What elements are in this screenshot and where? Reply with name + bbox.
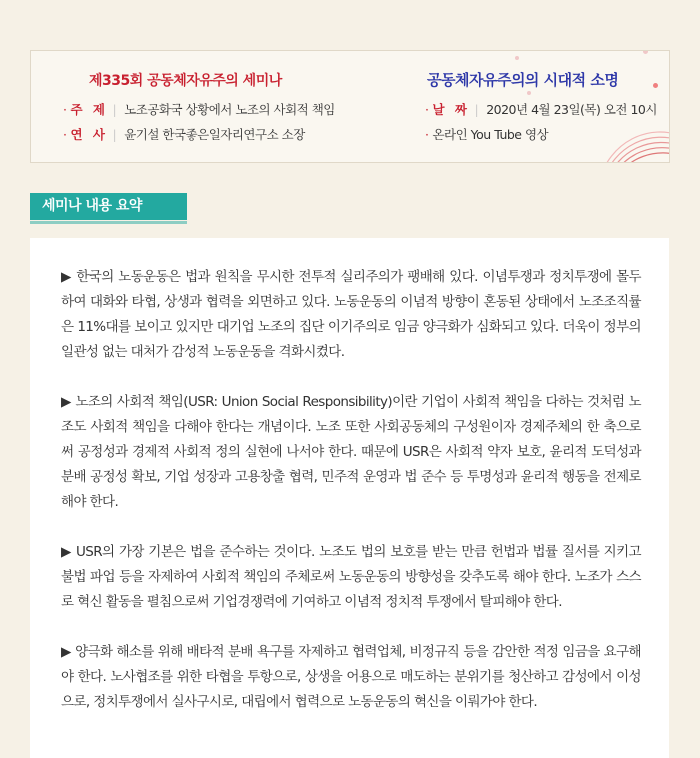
section-tab-summary: 세미나 내용 요약 — [30, 193, 187, 220]
date-value: 2020년 4월 23일(목) 오전 10시 — [486, 102, 657, 117]
summary-content — [30, 238, 669, 758]
summary-paragraph: ▶ 노조의 사회적 책임(USR: Union Social Responsibility)이란 기업이 사회적 책임을 다하는 것처럼 노조도 사회적 책임을 다해야 한다는 개념이다. 노조 또한 사회공동체의 구성원이자 경제주체의 한 축으로써 공정성과 경제적 사회적 정의 실현에 나서야 한다. 때문에 USR은 사회적 약자 보호, 윤리적 도덕성과 분배 공정성 확보, 기업 성장과 고용창출 협력, 민주적 운영과 법 준수 등 투명성과 윤리적 행동을 전제로 해야 한다. — [61, 394, 641, 510]
speaker-row — [63, 125, 305, 143]
summary-paragraph: ▶ USR의 가장 기본은 법을 준수하는 것이다. 노조도 법의 보호를 받는 만큼 헌법과 법률 질서를 지키고 불법 파업 등을 자제하여 사회적 책임의 주체로써 노동운동의 방향성을 갖추도록 해야 한다. 노조가 스스로 혁신 활동을 펼침으로써 기업경쟁력에 기여하고 이념적 정치적 투쟁에서 탈피해야 한다. — [61, 544, 641, 610]
decorative-dot — [643, 50, 648, 54]
seminar-title: 제335회 공동체자유주의 세미나 — [89, 73, 282, 89]
topic-row — [63, 100, 335, 118]
decorative-dot — [653, 83, 658, 88]
topic-value: 노조공화국 상황에서 노조의 사회적 책임 — [124, 102, 335, 117]
seminar-info-box — [30, 50, 670, 163]
bullet-dot-icon: · — [63, 102, 67, 117]
date-label: 날 짜 — [432, 102, 470, 117]
decorative-swirl-icon — [589, 112, 670, 163]
venue-row — [425, 125, 548, 143]
speaker-value: 윤기설 한국좋은일자리연구소 소장 — [124, 127, 305, 142]
bullet-dot-icon: · — [425, 127, 429, 142]
summary-paragraph: ▶ 양극화 해소를 위해 배타적 분배 욕구를 자제하고 협력업체, 비정규직 등을 감안한 적정 임금을 요구해야 한다. 노사협조를 위한 타협을 투항으로, 상생을 어용으로 매도하는 분위기를 청산하고 감성에서 이성으로, 정치투쟁에서 실사구시로, 대립에서 협력으로 노동운동의 혁신을 이뤄가야 한다. — [61, 644, 641, 710]
bullet-dot-icon: · — [63, 127, 67, 142]
summary-paragraph: ▶ 한국의 노동운동은 법과 원칙을 무시한 전투적 실리주의가 팽배해 있다. 이념투쟁과 정치투쟁에 몰두하여 대화와 타협, 상생과 협력을 외면하고 있다. 노동운동의 이념적 방향이 혼동된 상태에서 노조조직률은 11%대를 보이고 있지만 대기업 노조의 집단 이기주의로 임금 양극화가 심화되고 있다. 더욱이 정부의 일관성 없는 대처가 감성적 노동운동을 격화시켰다. — [61, 269, 641, 360]
series-title: 공동체자유주의의 시대적 소명 — [427, 71, 619, 89]
venue-value: 온라인 You Tube 영상 — [432, 127, 549, 142]
bullet-dot-icon: · — [425, 102, 429, 117]
divider: | — [474, 102, 479, 117]
topic-label: 주 제 — [70, 102, 108, 117]
decorative-dot — [527, 91, 531, 95]
divider: | — [112, 127, 117, 142]
divider: | — [112, 102, 117, 117]
decorative-dot — [515, 56, 519, 60]
speaker-label: 연 사 — [70, 127, 108, 142]
